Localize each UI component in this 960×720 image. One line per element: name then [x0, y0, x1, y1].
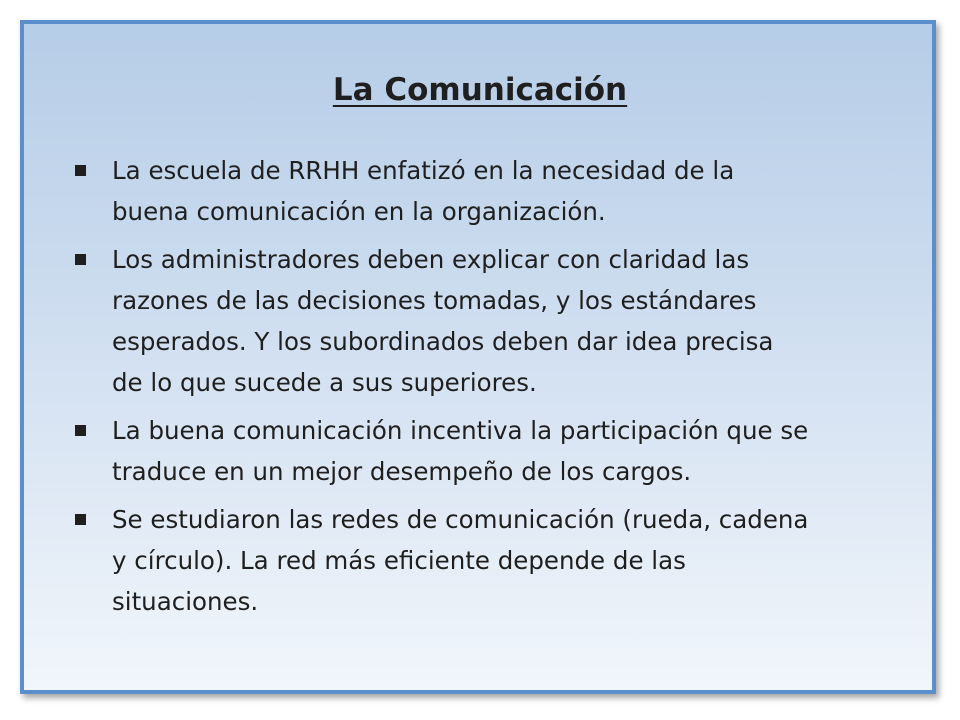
square-bullet-icon: [75, 165, 86, 176]
bullet-line: de lo que sucede a sus superiores.: [112, 368, 537, 397]
square-bullet-icon: [75, 514, 86, 525]
bullet-line: Se estudiaron las redes de comunicación (rueda, cadena: [112, 505, 809, 534]
bullet-line: situaciones.: [112, 587, 259, 616]
square-bullet-icon: [75, 254, 86, 265]
bullet-list: [72, 150, 912, 629]
bullet-item: [72, 410, 912, 492]
bullet-item: [72, 239, 912, 403]
bullet-line: esperados. Y los subordinados deben dar idea precisa: [112, 327, 774, 356]
slide-title: La Comunicación: [332, 72, 628, 108]
bullet-line: La buena comunicación incentiva la participación que se: [112, 416, 809, 445]
bullet-item: [72, 499, 912, 622]
bullet-line: traduce en un mejor desempeño de los cargos.: [112, 457, 692, 486]
bullet-item: [72, 150, 912, 232]
bullet-line: La escuela de RRHH enfatizó en la necesidad de la: [112, 156, 735, 185]
bullet-line: Los administradores deben explicar con claridad las: [112, 245, 750, 274]
bullet-line: y círculo). La red más eficiente depende de las: [112, 546, 686, 575]
square-bullet-icon: [75, 425, 86, 436]
bullet-line: razones de las decisiones tomadas, y los estándares: [112, 286, 757, 315]
bullet-line: buena comunicación en la organización.: [112, 197, 606, 226]
